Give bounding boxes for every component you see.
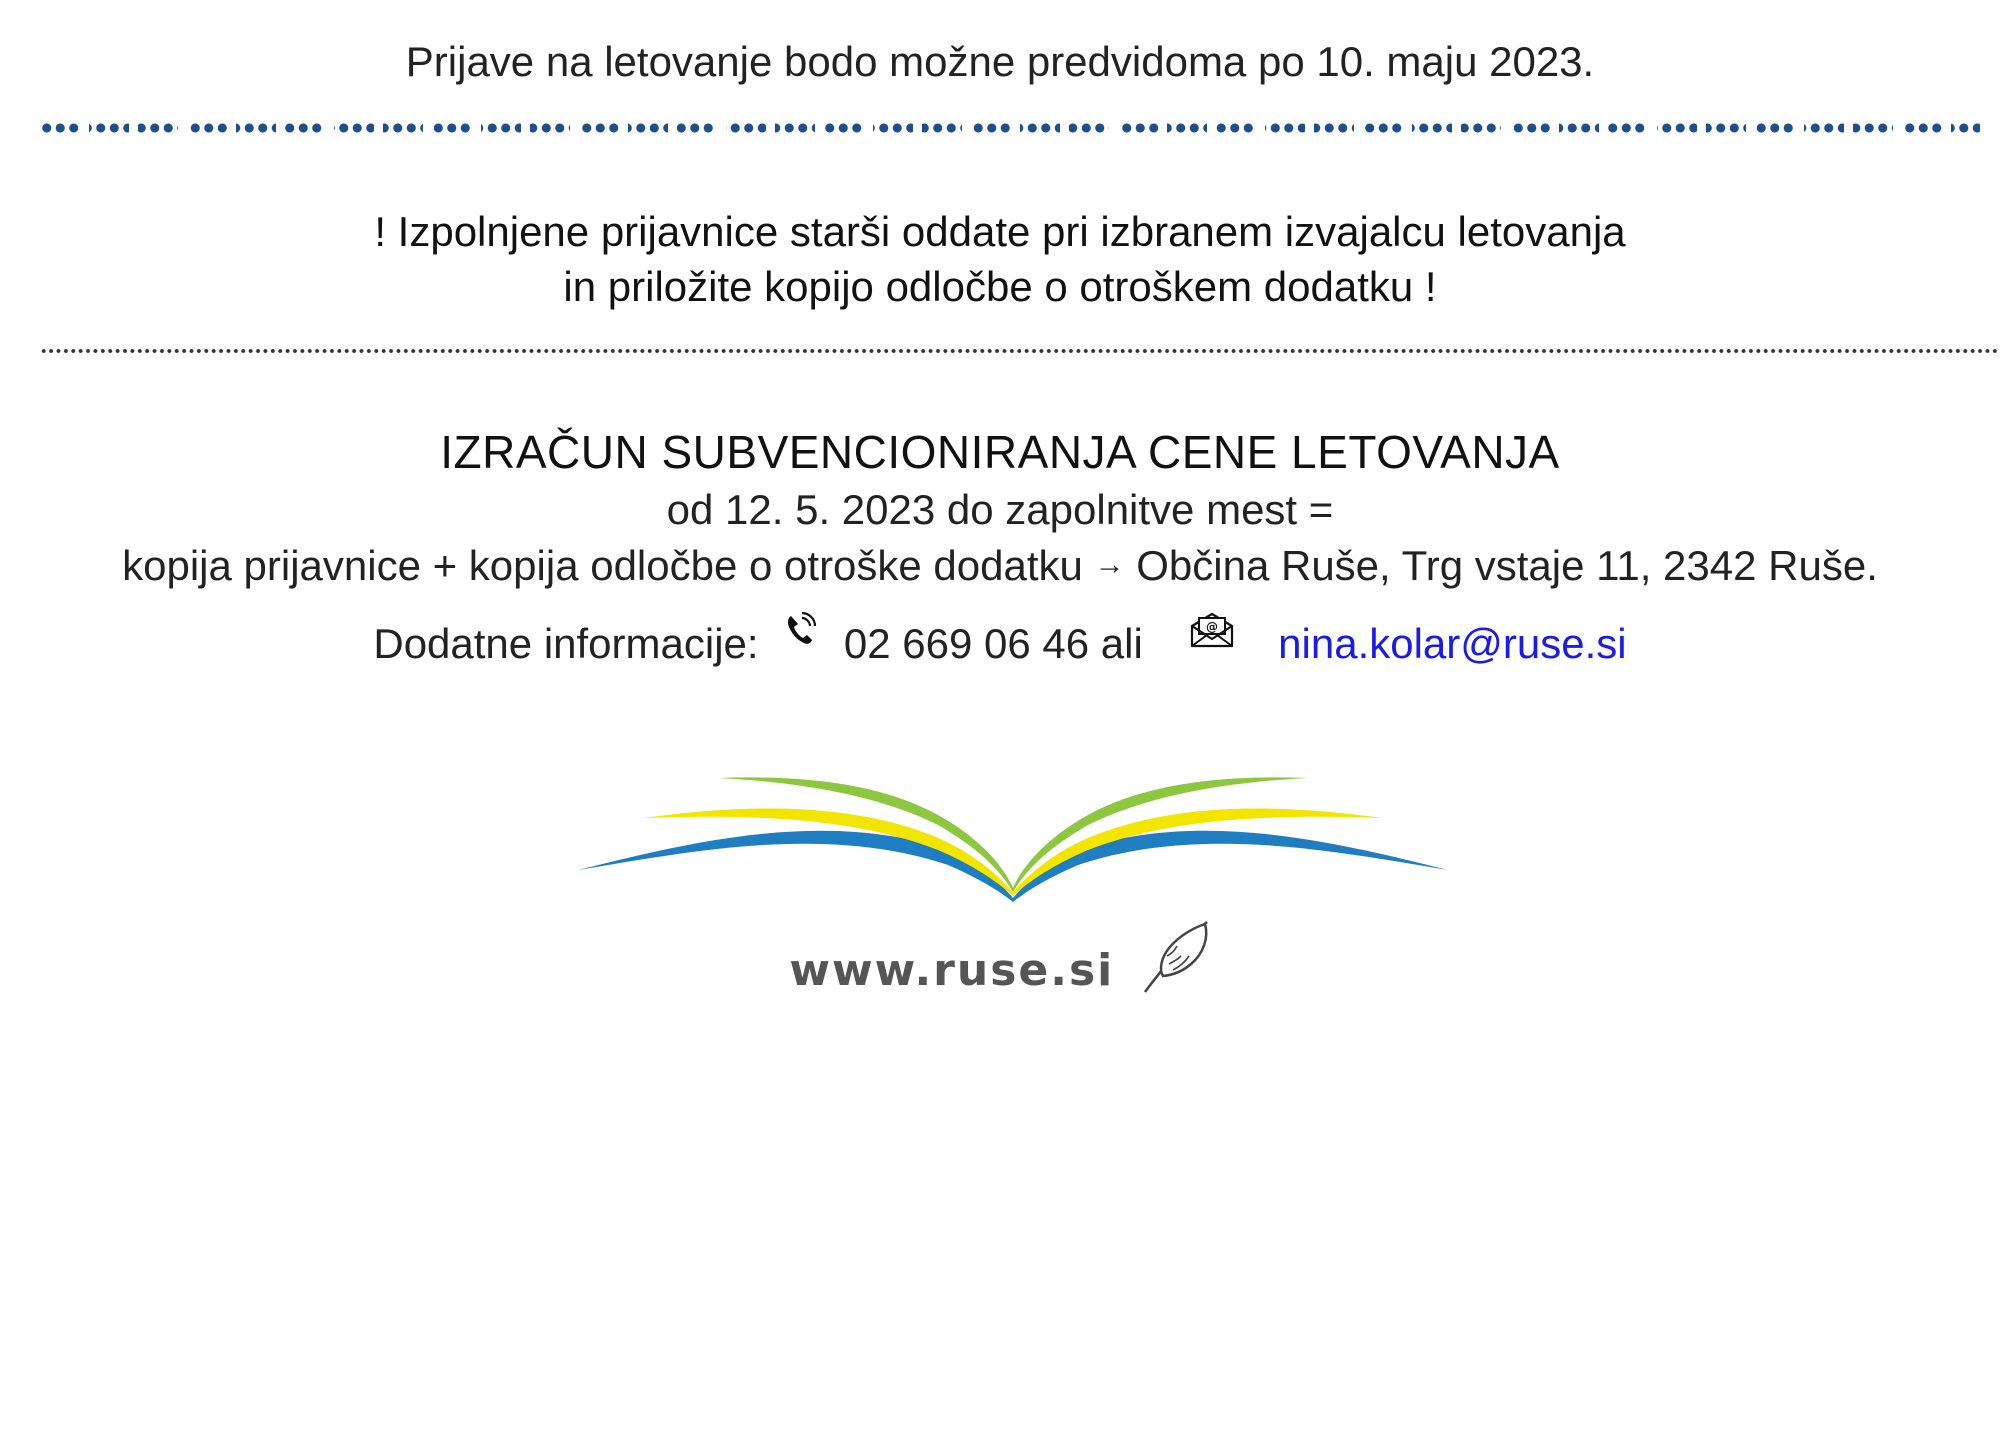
book-logo — [578, 770, 1448, 910]
calculation-documents: kopija prijavnice + kopija odločbe o otroške dodatku — [122, 542, 1083, 589]
quill-icon — [1139, 920, 1211, 1001]
calculation-address: Občina Ruše, Trg vstaje 11, 2342 Ruše. — [1136, 542, 1878, 589]
arrow-icon: → — [1094, 548, 1125, 581]
notice-line-1: ! Izpolnjene prijavnice starši oddate pri izbranem izvajalcu letovanja — [374, 208, 1626, 255]
calculation-documents-row — [0, 542, 2000, 590]
website-url[interactable]: www.ruse.si — [789, 945, 1115, 996]
book-logo-yellow-stripe — [643, 808, 1383, 896]
signup-note: Prijave na letovanje bodo možne predvidoma po 10. maju 2023. — [405, 38, 1595, 85]
contact-email-link[interactable]: nina.kolar@ruse.si — [1278, 620, 1627, 667]
contact-label: Dodatne informacije: — [373, 620, 759, 667]
notice-line-2: in priložite kopijo odločbe o otroškem dodatku ! — [563, 263, 1437, 310]
svg-text:@: @ — [1205, 620, 1218, 634]
website-row — [0, 930, 2000, 1011]
calculation-title: IZRAČUN SUBVENCIONIRANJA CENE LETOVANJA — [440, 426, 1560, 478]
phone-icon — [784, 610, 818, 658]
contact-phone: 02 669 06 46 ali — [843, 620, 1143, 667]
envelope-icon — [1189, 610, 1235, 658]
dotted-divider-top — [40, 122, 1980, 134]
dotted-divider-bottom — [40, 348, 2000, 354]
contact-row — [0, 620, 2000, 668]
calculation-period: od 12. 5. 2023 do zapolnitve mest = — [666, 486, 1334, 533]
